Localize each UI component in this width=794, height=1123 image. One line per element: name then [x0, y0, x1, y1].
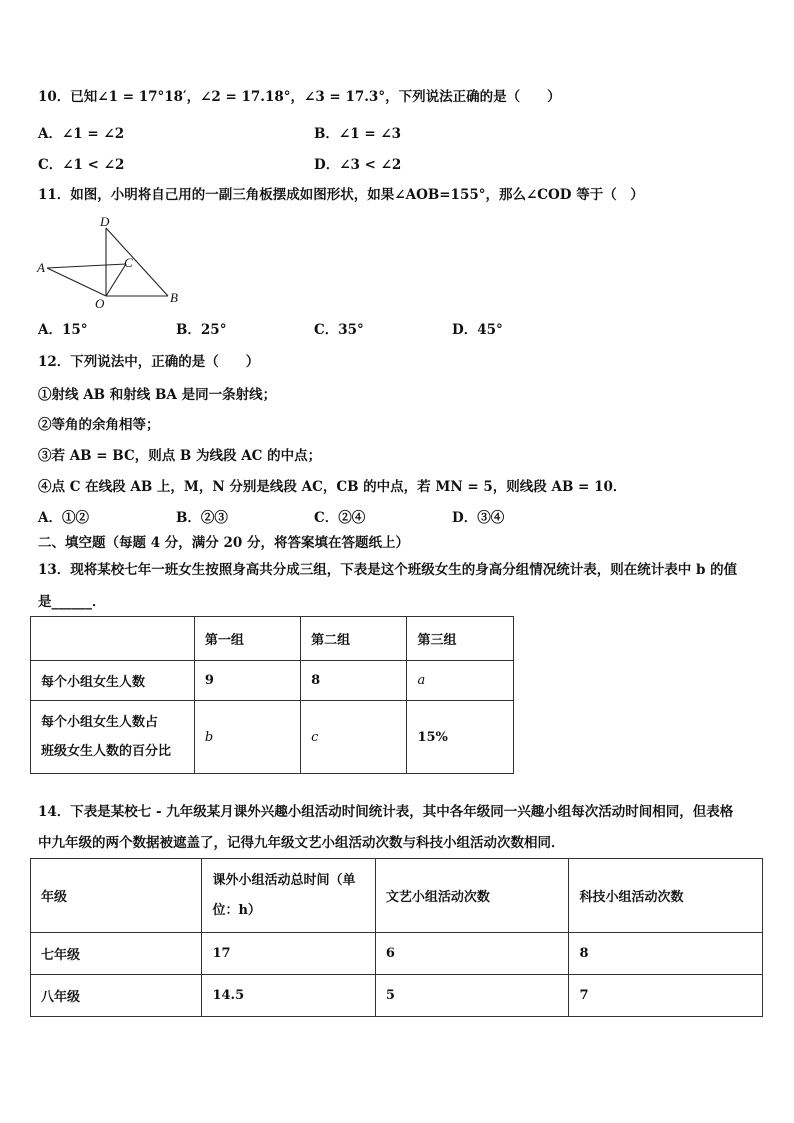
q13-row2-label — [31, 701, 195, 774]
q13-row2-group3: 15% — [407, 701, 514, 774]
q13-row2-group2: c — [301, 701, 407, 774]
q11-triangle-figure — [36, 212, 196, 312]
q11-option-a: A．15° — [38, 322, 88, 338]
q10-option-a: A．∠1 = ∠2 — [38, 126, 125, 142]
q14-header-grade: 年级 — [31, 859, 202, 933]
q11-stem: 11．如图，小明将自己用的一副三角板摆成如图形状，如果∠AOB=155°，那么∠COD 等于（ ） — [38, 187, 644, 203]
q14-row-grade8-tech: 7 — [569, 975, 763, 1017]
label-c: C — [124, 255, 133, 270]
label-d: D — [100, 214, 110, 229]
label-o: O — [95, 296, 105, 311]
q13-stem-line1: 13．现将某校七年一班女生按照身高共分成三组，下表是这个班级女生的身高分组情况统计表，则在统计表中 b 的值 — [38, 562, 738, 578]
segment-oa — [47, 268, 106, 296]
q14-table — [30, 858, 763, 1017]
q12-option-d: D．③④ — [452, 510, 505, 526]
q10-option-d: D．∠3 < ∠2 — [314, 157, 402, 173]
segment-ac — [47, 264, 126, 268]
q11-option-b: B．25° — [176, 322, 227, 338]
q14-row-grade7-label: 七年级 — [31, 933, 202, 975]
segment-db — [106, 228, 168, 296]
label-a: A — [37, 260, 45, 275]
q13-stem-line2: 是______． — [38, 594, 106, 610]
q12-option-b: B．②③ — [176, 510, 228, 526]
q12-stem: 12．下列说法中，正确的是（ ） — [38, 354, 260, 370]
q11-option-d: D．45° — [452, 322, 503, 338]
q13-row1-group1: 9 — [194, 661, 300, 701]
q13-row1-group3: a — [407, 661, 514, 701]
q13-header-group1: 第一组 — [194, 617, 300, 661]
q12-option-c: C．②④ — [314, 510, 366, 526]
q14-header-arts-count: 文艺小组活动次数 — [375, 859, 569, 933]
q13-header-empty — [31, 617, 195, 661]
q12-statement-1: ①射线 AB 和射线 BA 是同一条射线； — [38, 387, 277, 403]
segment-oc — [106, 264, 126, 296]
q14-row-grade8-arts: 5 — [375, 975, 569, 1017]
q12-statement-3: ③若 AB = BC，则点 B 为线段 AC 的中点； — [38, 448, 322, 464]
q14-row-grade7-tech: 8 — [569, 933, 763, 975]
q12-statement-2: ②等角的余角相等； — [38, 417, 160, 433]
q14-row-grade8-time: 14.5 — [202, 975, 375, 1017]
q14-header-tech-count: 科技小组活动次数 — [569, 859, 763, 933]
q10-stem: 10．已知∠1 = 17°18′，∠2 = 17.18°，∠3 = 17.3°，下列说法正确的是（ ） — [38, 89, 561, 105]
q14-row-grade8-label: 八年级 — [31, 975, 202, 1017]
q14-header-total-time — [202, 859, 375, 933]
q13-row1-group2: 8 — [301, 661, 407, 701]
q14-stem-line1: 14．下表是某校七 - 九年级某月课外兴趣小组活动时间统计表，其中各年级同一兴趣小组每次活动时间相同，但表格 — [38, 804, 734, 820]
q13-row1-label: 每个小组女生人数 — [31, 661, 195, 701]
section-2-title: 二、填空题（每题 4 分，满分 20 分，将答案填在答题纸上） — [38, 535, 409, 551]
q13-row2-group1: b — [194, 701, 300, 774]
q13-row2-label-line1: 每个小组女生人数占 — [41, 715, 159, 730]
q14-header-total-time-line1: 课外小组活动总时间（单 — [212, 872, 356, 888]
q14-header-total-time-line2: 位：h） — [212, 902, 261, 918]
q13-header-group3: 第三组 — [407, 617, 514, 661]
q14-stem-line2: 中九年级的两个数据被遮盖了，记得九年级文艺小组活动次数与科技小组活动次数相同． — [38, 835, 565, 851]
q12-statement-4: ④点 C 在线段 AB 上，M，N 分别是线段 AC，CB 的中点，若 MN = 5，则线段 AB = 10． — [38, 479, 627, 495]
q10-option-b: B．∠1 = ∠3 — [314, 126, 402, 142]
q14-row-grade7-time: 17 — [202, 933, 375, 975]
q13-header-group2: 第二组 — [301, 617, 407, 661]
q13-table — [30, 616, 514, 774]
q14-row-grade7-arts: 6 — [375, 933, 569, 975]
q10-option-c: C．∠1 < ∠2 — [38, 157, 125, 173]
q12-option-a: A．①② — [38, 510, 89, 526]
label-b: B — [170, 290, 178, 305]
q13-row2-label-line2: 班级女生人数的百分比 — [41, 744, 172, 759]
q11-option-c: C．35° — [314, 322, 364, 338]
